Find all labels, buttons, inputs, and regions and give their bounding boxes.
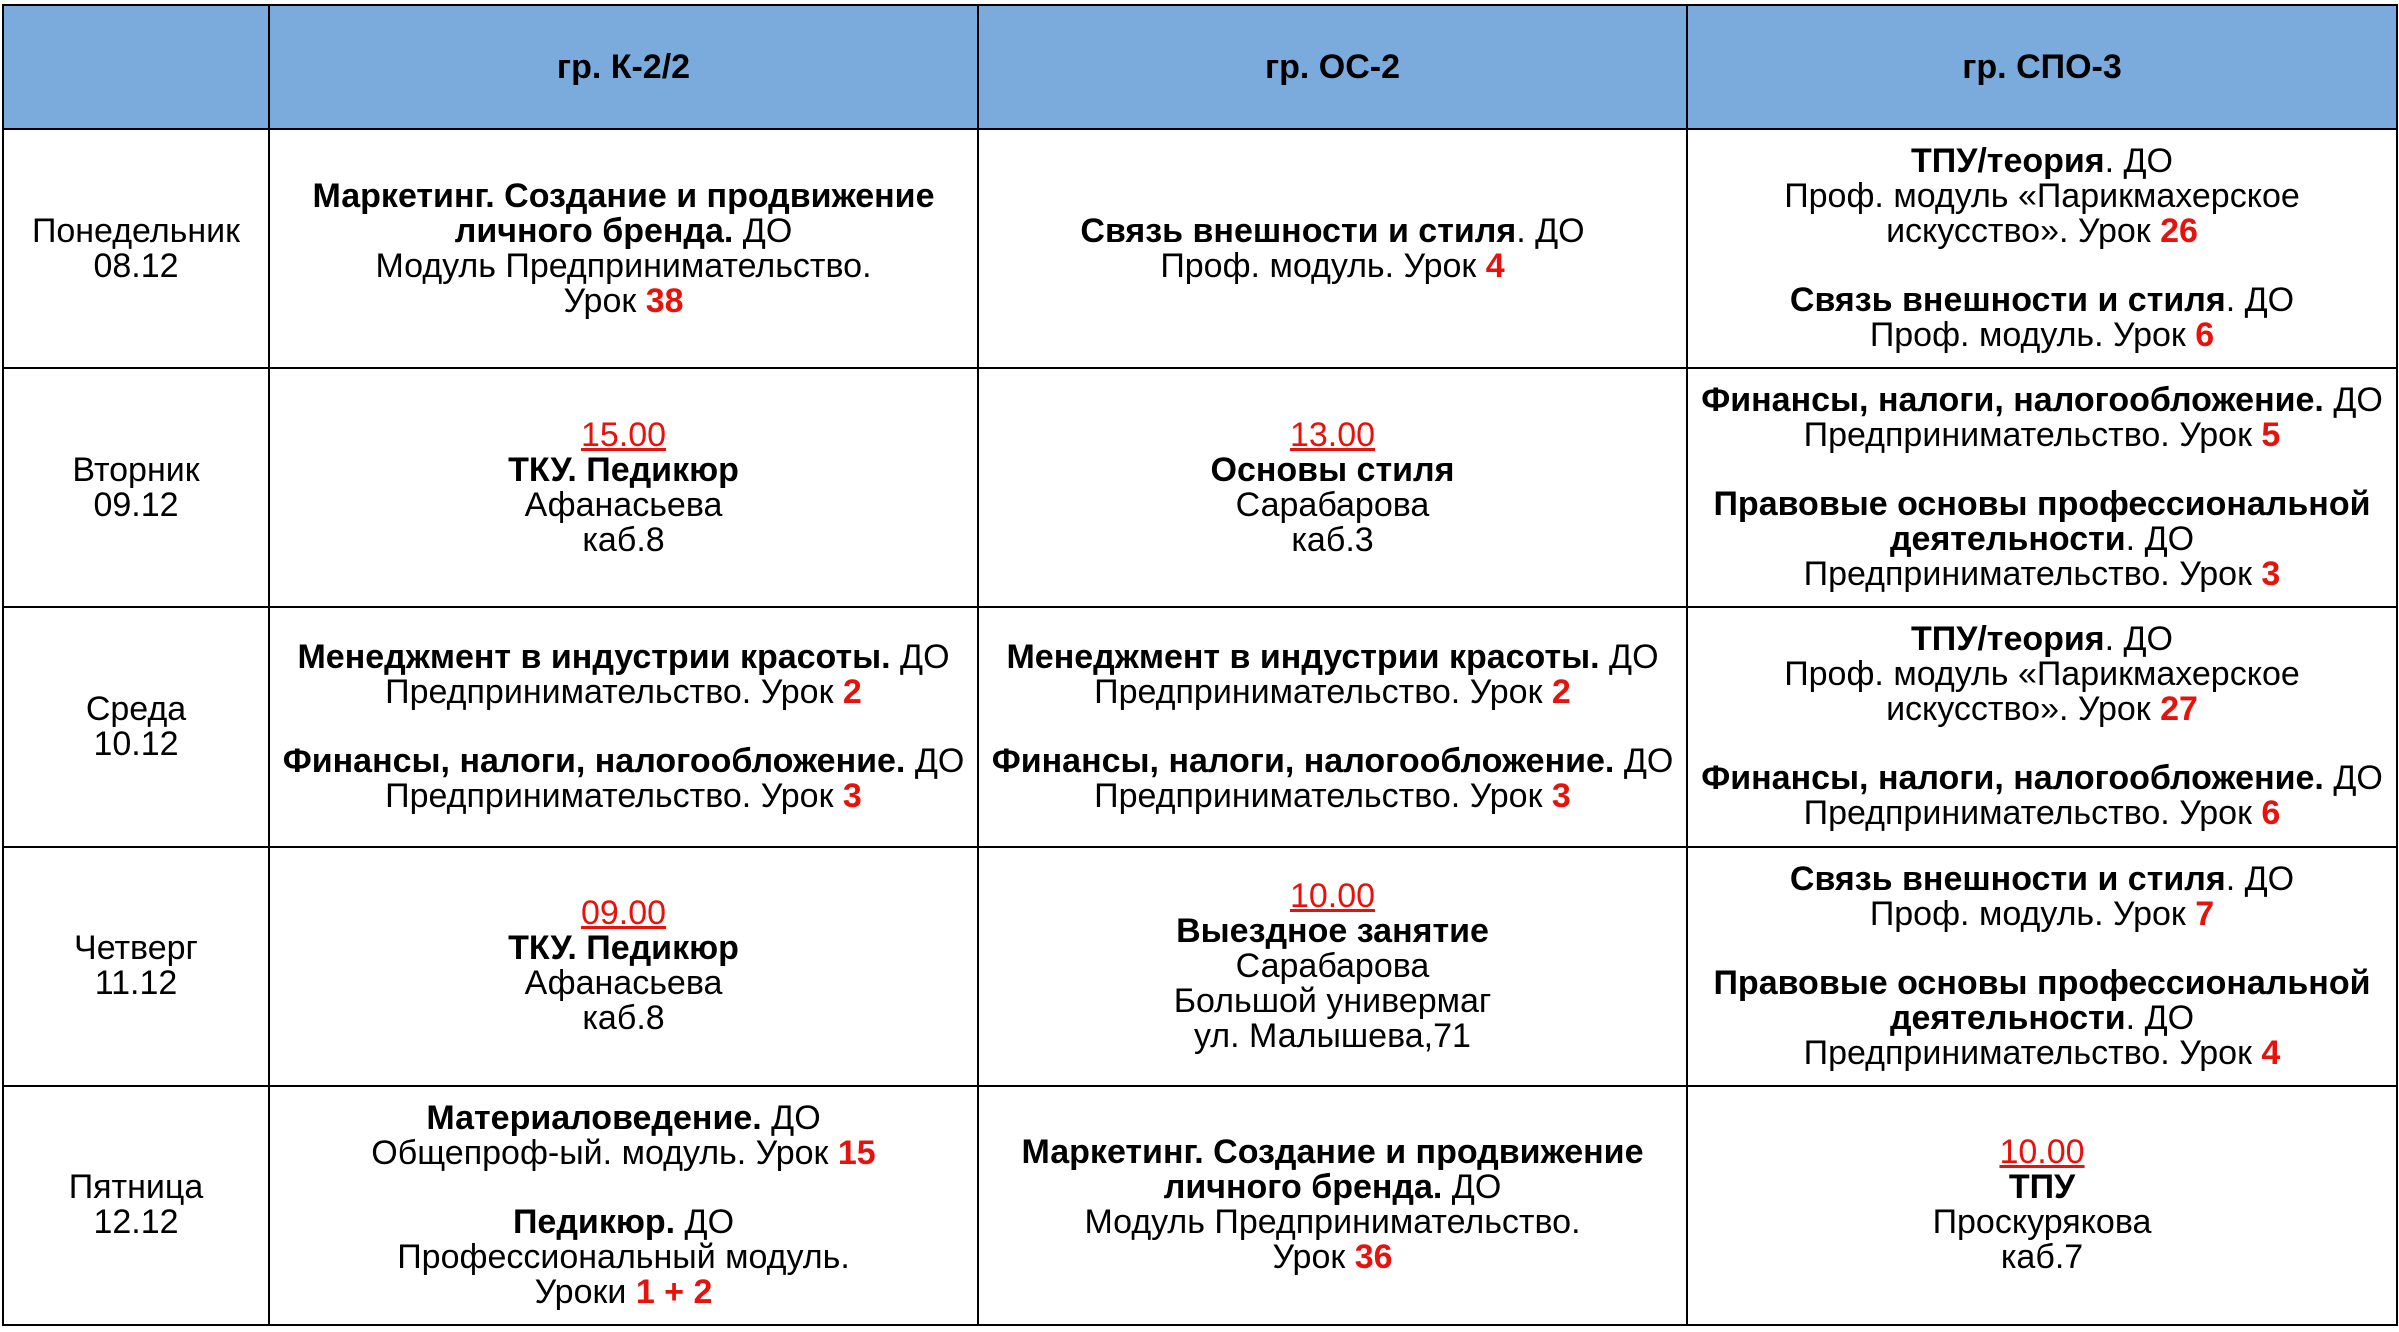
detail-text: . ДО [2125, 520, 2195, 559]
detail-text: . ДО [2104, 620, 2173, 659]
lesson-subject [1694, 761, 2390, 796]
subject-name: Правовые основы профессиональной деятельности [1713, 485, 2371, 559]
detail-text: ДО [675, 1202, 735, 1241]
detail-text: Модуль Предпринимательство. [1084, 1203, 1581, 1242]
header-group-spo3: гр. СПО-3 [1687, 5, 2397, 129]
detail-text: Предпринимательство. Урок [1803, 1033, 2262, 1072]
subject-name: Маркетинг. Создание и продвижение личного бренда. [312, 176, 935, 250]
lesson-detail [1694, 894, 2390, 933]
lesson-subject [1694, 963, 2390, 1037]
detail-text: ДО [2323, 759, 2383, 798]
lesson-subject [1694, 1170, 2390, 1205]
table-row [3, 607, 2397, 846]
lesson-cell-k22 [269, 129, 978, 368]
header-row [3, 5, 2397, 129]
lesson-subject [985, 450, 1680, 489]
detail-text: Проф. модуль «Парикмахерское искусство». Урок [1784, 655, 2300, 729]
subject-name: Выездное занятие [1176, 911, 1489, 950]
lesson-detail [276, 1272, 971, 1311]
detail-text: Предпринимательство. Урок [385, 672, 843, 711]
lesson-detail [985, 946, 1680, 985]
lesson-detail [985, 246, 1680, 285]
detail-text: каб.8 [582, 520, 665, 559]
lesson-detail [985, 485, 1680, 524]
lesson-detail [276, 776, 971, 815]
detail-text: Большой универмаг [1173, 981, 1492, 1020]
subject-name: Менеджмент в индустрии красоты. [1006, 637, 1600, 676]
lesson-detail [1694, 1205, 2390, 1240]
detail-text: Афанасьева [524, 964, 723, 1003]
lesson-detail [276, 485, 971, 524]
detail-text: . ДО [1516, 211, 1585, 250]
detail-text: ул. Малышева,71 [1194, 1016, 1471, 1055]
day-name: Четверг [74, 929, 198, 968]
detail-text: Сарабарова [1235, 946, 1430, 985]
detail-text: . ДО [2225, 859, 2295, 898]
lesson-subject [985, 211, 1680, 250]
detail-text: ДО [1599, 637, 1659, 676]
detail-text: ДО [1442, 1168, 1502, 1207]
detail-text: Проскурякова [1932, 1203, 2152, 1242]
lesson-number: 7 [2195, 894, 2215, 933]
lesson-cell-os2 [978, 129, 1687, 368]
lesson-subject [1694, 487, 2390, 557]
detail-text: . ДО [2125, 998, 2195, 1037]
lesson-number: 38 [645, 281, 684, 320]
table-row [3, 129, 2397, 368]
detail-text: Предпринимательство. Урок [385, 776, 843, 815]
subject-name: Финансы, налоги, налогообложение. [991, 741, 1615, 780]
detail-text: Афанасьева [524, 485, 723, 524]
detail-text: Модуль Предпринимательство. [375, 246, 872, 285]
lesson-detail [985, 672, 1680, 711]
day-cell [3, 1086, 269, 1325]
detail-text: Предпринимательство. Урок [1803, 416, 2262, 455]
lesson-detail [985, 1016, 1680, 1055]
lesson-cell-spo3 [1687, 368, 2397, 607]
lesson-cell-os2 [978, 1086, 1687, 1325]
lesson-detail [276, 1133, 971, 1172]
detail-text: Сарабарова [1235, 485, 1430, 524]
lesson-number: 3 [2261, 555, 2281, 594]
day-date: 10.12 [93, 724, 179, 763]
detail-text: Предпринимательство. Урок [1803, 794, 2262, 833]
lesson-subject [276, 176, 971, 250]
subject-name: ТПУ/теория [1910, 620, 2105, 659]
detail-text: ДО [2323, 381, 2383, 420]
lesson-time: 09.00 [580, 894, 667, 933]
detail-text: ДО [1614, 741, 1674, 780]
lesson-cell-spo3 [1687, 847, 2397, 1086]
detail-text: Урок [563, 281, 646, 320]
lesson-subject [985, 741, 1680, 780]
subject-name: Связь внешности и стиля [1080, 211, 1517, 250]
lesson-detail [1694, 557, 2390, 592]
lesson-subject [276, 1202, 971, 1241]
lesson-cell-spo3 [1687, 129, 2397, 368]
lesson-cell-os2 [978, 847, 1687, 1086]
lesson-cell-os2 [978, 607, 1687, 846]
spacer [1694, 249, 2390, 283]
lesson-time: 10.00 [1289, 876, 1376, 915]
spacer [985, 710, 1680, 744]
day-name: Понедельник [31, 211, 241, 250]
lesson-subject [276, 637, 971, 676]
lesson-cell-k22 [269, 607, 978, 846]
lesson-number: 4 [1485, 246, 1505, 285]
spacer [276, 710, 971, 744]
lesson-cell-k22 [269, 368, 978, 607]
detail-text: . ДО [2225, 281, 2295, 320]
lesson-number: 2 [842, 672, 862, 711]
lesson-detail [276, 520, 971, 559]
subject-name: Финансы, налоги, налогообложение. [1701, 381, 2324, 420]
detail-text: Проф. модуль. Урок [1160, 246, 1486, 285]
lesson-detail [985, 1240, 1680, 1275]
day-name: Вторник [72, 450, 200, 489]
spacer [1694, 727, 2390, 761]
header-group-os2: гр. ОС-2 [978, 5, 1687, 129]
detail-text: Проф. модуль. Урок [1869, 316, 2196, 355]
lesson-number: 6 [2195, 316, 2215, 355]
day-cell [3, 847, 269, 1086]
day-cell [3, 607, 269, 846]
day-name: Пятница [68, 1168, 204, 1207]
lesson-subject [985, 911, 1680, 950]
detail-text: Проф. модуль «Парикмахерское искусство». Урок [1784, 177, 2300, 251]
lesson-number: 6 [2261, 794, 2281, 833]
lesson-detail [1694, 1240, 2390, 1275]
subject-name: Менеджмент в индустрии красоты. [297, 637, 891, 676]
schedule-body [3, 129, 2397, 1325]
lesson-number: 1 + 2 [635, 1272, 713, 1311]
lesson-time: 13.00 [1289, 415, 1376, 454]
table-row [3, 847, 2397, 1086]
lesson-detail [1694, 1033, 2390, 1072]
spacer [276, 1171, 971, 1205]
lesson-subject [1694, 383, 2390, 418]
schedule-table [2, 4, 2398, 1326]
detail-text: Общепроф-ый. модуль. Урок [371, 1133, 838, 1172]
subject-name: Правовые основы профессиональной деятельности [1713, 963, 2371, 1037]
header-corner [3, 5, 269, 129]
lesson-detail [1694, 318, 2390, 353]
lesson-subject [1694, 144, 2390, 179]
lesson-detail [985, 776, 1680, 815]
day-date: 11.12 [94, 964, 178, 1003]
lesson-subject [985, 637, 1680, 676]
subject-name: Связь внешности и стиля [1789, 859, 2226, 898]
detail-text: ДО [761, 1098, 821, 1137]
lesson-time: 10.00 [1999, 1133, 2085, 1172]
lesson-detail [1694, 657, 2390, 727]
lesson-cell-spo3 [1687, 607, 2397, 846]
detail-text: Уроки [534, 1272, 636, 1311]
lesson-detail [1694, 418, 2390, 453]
table-row [3, 1086, 2397, 1325]
subject-name: Финансы, налоги, налогообложение. [1701, 759, 2324, 798]
subject-name: Основы стиля [1210, 450, 1455, 489]
lesson-detail [985, 520, 1680, 559]
detail-text: каб.7 [2000, 1238, 2084, 1277]
lesson-number: 3 [842, 776, 862, 815]
subject-name: ТКУ. Педикюр [508, 929, 739, 968]
lesson-subject [276, 931, 971, 966]
lesson-subject [276, 1098, 971, 1137]
lesson-detail [276, 672, 971, 711]
lesson-detail [276, 1001, 971, 1036]
detail-text: Предпринимательство. Урок [1094, 672, 1552, 711]
lesson-cell-k22 [269, 847, 978, 1086]
lesson-number: 3 [1551, 776, 1571, 815]
lesson-number: 5 [2261, 416, 2281, 455]
subject-name: Маркетинг. Создание и продвижение личного бренда. [1021, 1133, 1644, 1207]
subject-name: ТПУ/теория [1910, 142, 2105, 181]
day-date: 09.12 [93, 485, 179, 524]
subject-name: Связь внешности и стиля [1789, 281, 2226, 320]
lesson-subject [276, 741, 971, 780]
lesson-subject [1694, 622, 2390, 657]
lesson-detail [276, 281, 971, 320]
subject-name: Материаловедение. [426, 1098, 762, 1137]
detail-text: ДО [890, 637, 950, 676]
day-date: 08.12 [93, 246, 179, 285]
detail-text: . ДО [2104, 142, 2173, 181]
lesson-number: 2 [1551, 672, 1571, 711]
detail-text: Предпринимательство. Урок [1803, 555, 2262, 594]
lesson-subject [985, 1135, 1680, 1205]
detail-text: Проф. модуль. Урок [1869, 894, 2196, 933]
lesson-cell-spo3 [1687, 1086, 2397, 1325]
lesson-detail [276, 246, 971, 285]
lesson-cell-k22 [269, 1086, 978, 1325]
detail-text: каб.8 [582, 999, 665, 1038]
lesson-number: 4 [2261, 1033, 2281, 1072]
lesson-number: 15 [837, 1133, 876, 1172]
lesson-time: 15.00 [580, 415, 667, 454]
day-date: 12.12 [93, 1203, 179, 1242]
lesson-detail [1694, 796, 2390, 831]
lesson-subject [276, 450, 971, 489]
subject-name: Педикюр. [512, 1202, 676, 1241]
detail-text: ДО [905, 741, 965, 780]
lesson-detail [276, 966, 971, 1001]
lesson-number: 27 [2160, 690, 2198, 729]
lesson-detail [1694, 179, 2390, 249]
lesson-subject [1694, 283, 2390, 318]
header-group-k22: гр. К-2/2 [269, 5, 978, 129]
day-cell [3, 368, 269, 607]
lesson-number: 26 [2160, 212, 2198, 251]
spacer [1694, 932, 2390, 966]
lesson-detail [985, 981, 1680, 1020]
day-name: Среда [85, 689, 187, 728]
table-row [3, 368, 2397, 607]
day-cell [3, 129, 269, 368]
subject-name: ТКУ. Педикюр [508, 450, 739, 489]
detail-text: Предпринимательство. Урок [1094, 776, 1552, 815]
subject-name: ТПУ [2008, 1168, 2076, 1207]
spacer [1694, 453, 2390, 487]
detail-text: каб.3 [1291, 520, 1374, 559]
lesson-detail [985, 1205, 1680, 1240]
detail-text: ДО [733, 211, 793, 250]
lesson-cell-os2 [978, 368, 1687, 607]
detail-text: Профессиональный модуль. [397, 1237, 850, 1276]
lesson-subject [1694, 859, 2390, 898]
lesson-detail [276, 1237, 971, 1276]
detail-text: Урок [1272, 1238, 1355, 1277]
subject-name: Финансы, налоги, налогообложение. [282, 741, 906, 780]
lesson-number: 36 [1354, 1238, 1393, 1277]
